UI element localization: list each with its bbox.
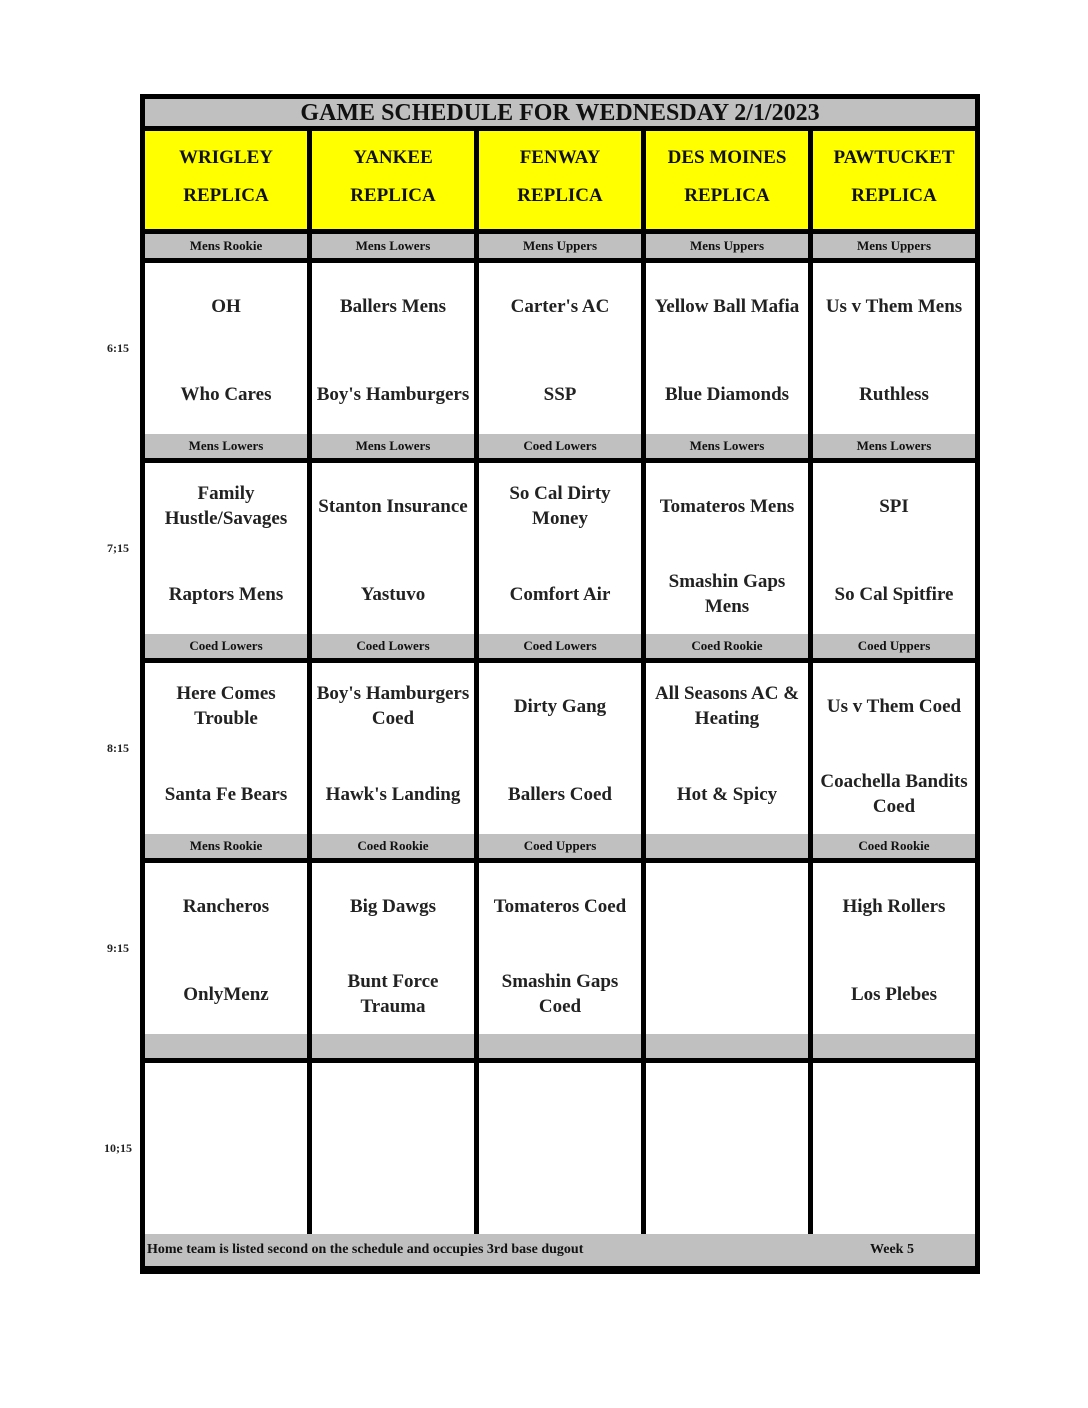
game-cell xyxy=(312,463,474,634)
away-team: Tomateros Coed xyxy=(493,895,627,917)
time-slot-label: 8:15 xyxy=(107,741,129,755)
away-team: Ballers Mens xyxy=(339,295,447,317)
away-team xyxy=(145,1063,307,1149)
game-cell xyxy=(646,463,808,634)
division-label: Mens Rookie xyxy=(145,834,307,858)
division-label: Coed Lowers xyxy=(479,434,641,458)
home-team: SSP xyxy=(543,383,577,405)
away-team: So Cal Dirty Money xyxy=(509,483,611,529)
game-cell xyxy=(145,1063,307,1234)
division-label: Mens Lowers xyxy=(312,234,474,258)
division-label: Mens Rookie xyxy=(145,234,307,258)
game-cell xyxy=(646,263,808,434)
home-team: Los Plebes xyxy=(850,983,938,1005)
away-team: Big Dawgs xyxy=(349,895,437,917)
game-cell xyxy=(813,263,975,434)
away-team: Here Comes Trouble xyxy=(176,683,276,729)
division-label: Coed Lowers xyxy=(312,634,474,658)
footer-bar xyxy=(145,1234,975,1266)
field-name: FENWAY xyxy=(519,147,601,168)
footer-note: Home team is listed second on the schedule and occupies 3rd base dugout xyxy=(147,1242,584,1257)
away-team: SPI xyxy=(879,495,909,517)
division-label: Mens Uppers xyxy=(813,234,975,258)
home-team xyxy=(813,1151,975,1237)
away-team: Yellow Ball Mafia xyxy=(654,295,800,317)
home-team xyxy=(145,1151,307,1237)
division-label: Mens Lowers xyxy=(646,434,808,458)
home-team: Blue Diamonds xyxy=(664,383,790,405)
home-team: Who Cares xyxy=(180,383,272,405)
division-label: Mens Uppers xyxy=(479,234,641,258)
game-cell xyxy=(813,663,975,834)
away-team: Boy's Hamburgers Coed xyxy=(316,683,470,729)
home-team: Bunt Force Trauma xyxy=(347,971,439,1017)
field-header xyxy=(646,131,808,229)
schedule-title: GAME SCHEDULE FOR WEDNESDAY 2/1/2023 xyxy=(145,99,975,126)
field-name: WRIGLEY xyxy=(179,147,273,168)
field-name: PAWTUCKET xyxy=(833,147,955,168)
game-cell xyxy=(479,663,641,834)
game-cell xyxy=(312,263,474,434)
away-team: Carter's AC xyxy=(510,295,610,317)
home-team xyxy=(646,1151,808,1237)
time-slot-label: 9:15 xyxy=(107,941,129,955)
field-header xyxy=(145,131,307,229)
game-cell xyxy=(479,863,641,1034)
home-team: Boy's Hamburgers xyxy=(316,383,470,405)
away-team xyxy=(479,1063,641,1149)
field-name: YANKEE xyxy=(353,147,433,168)
game-cell xyxy=(813,1063,975,1234)
game-cell xyxy=(145,263,307,434)
field-header xyxy=(813,131,975,229)
division-label: Mens Lowers xyxy=(145,434,307,458)
division-label: Mens Lowers xyxy=(312,434,474,458)
division-label: Coed Uppers xyxy=(813,634,975,658)
game-cell xyxy=(646,663,808,834)
division-label: Coed Uppers xyxy=(479,834,641,858)
time-slot-label: 7;15 xyxy=(107,541,129,555)
away-team: Stanton Insurance xyxy=(318,495,468,517)
home-team: Hawk's Landing xyxy=(325,783,461,805)
division-label xyxy=(646,1034,808,1058)
home-team: Ballers Coed xyxy=(508,783,612,805)
division-label: Coed Lowers xyxy=(145,634,307,658)
game-cell xyxy=(145,463,307,634)
away-team: Family Hustle/Savages xyxy=(164,483,288,529)
division-label: Coed Rookie xyxy=(312,834,474,858)
division-label: Mens Uppers xyxy=(646,234,808,258)
game-cell xyxy=(479,263,641,434)
division-label: Mens Lowers xyxy=(813,434,975,458)
game-cell xyxy=(312,1063,474,1234)
home-team: OnlyMenz xyxy=(183,983,269,1005)
home-team xyxy=(646,951,808,1037)
division-label xyxy=(145,1034,307,1058)
home-team xyxy=(479,1151,641,1237)
schedule-table xyxy=(140,94,980,1274)
home-team: Raptors Mens xyxy=(168,583,284,605)
field-header xyxy=(479,131,641,229)
game-cell xyxy=(646,1063,808,1234)
away-team: Dirty Gang xyxy=(513,695,607,717)
division-label: Coed Lowers xyxy=(479,634,641,658)
division-label: Coed Rookie xyxy=(813,834,975,858)
away-team: Us v Them Coed xyxy=(826,695,962,717)
home-team: Coachella Bandits Coed xyxy=(820,771,968,817)
game-cell xyxy=(479,1063,641,1234)
week-label: Week 5 xyxy=(870,1242,914,1257)
field-name: DES MOINES xyxy=(667,147,787,168)
game-cell xyxy=(479,463,641,634)
field-sub: REPLICA xyxy=(684,185,770,206)
division-label xyxy=(813,1034,975,1058)
away-team xyxy=(813,1063,975,1149)
home-team: Smashin Gaps Coed xyxy=(501,971,619,1017)
division-label xyxy=(312,1034,474,1058)
game-cell xyxy=(312,863,474,1034)
away-team: Tomateros Mens xyxy=(659,495,795,517)
field-sub: REPLICA xyxy=(350,185,436,206)
game-cell xyxy=(646,863,808,1034)
away-team: OH xyxy=(211,295,241,317)
home-team: Yastuvo xyxy=(360,583,426,605)
division-label xyxy=(646,834,808,858)
away-team: Us v Them Mens xyxy=(825,295,963,317)
home-team xyxy=(312,1151,474,1237)
away-team: High Rollers xyxy=(842,895,946,917)
field-sub: REPLICA xyxy=(851,185,937,206)
home-team: So Cal Spitfire xyxy=(834,583,954,605)
game-cell xyxy=(813,463,975,634)
home-team: Smashin Gaps Mens xyxy=(668,571,786,617)
home-team: Santa Fe Bears xyxy=(164,783,288,805)
game-cell xyxy=(312,663,474,834)
game-cell xyxy=(145,863,307,1034)
time-slot-label: 10;15 xyxy=(104,1141,132,1155)
field-sub: REPLICA xyxy=(517,185,603,206)
away-team xyxy=(646,1063,808,1149)
division-label: Coed Rookie xyxy=(646,634,808,658)
game-cell xyxy=(813,863,975,1034)
division-label xyxy=(479,1034,641,1058)
away-team xyxy=(646,863,808,949)
home-team: Ruthless xyxy=(859,383,929,405)
home-team: Comfort Air xyxy=(509,583,611,605)
home-team: Hot & Spicy xyxy=(676,783,778,805)
time-slot-label: 6:15 xyxy=(107,341,129,355)
away-team: All Seasons AC & Heating xyxy=(654,683,800,729)
field-sub: REPLICA xyxy=(183,185,269,206)
away-team: Rancheros xyxy=(182,895,270,917)
field-header xyxy=(312,131,474,229)
away-team xyxy=(312,1063,474,1149)
game-cell xyxy=(145,663,307,834)
